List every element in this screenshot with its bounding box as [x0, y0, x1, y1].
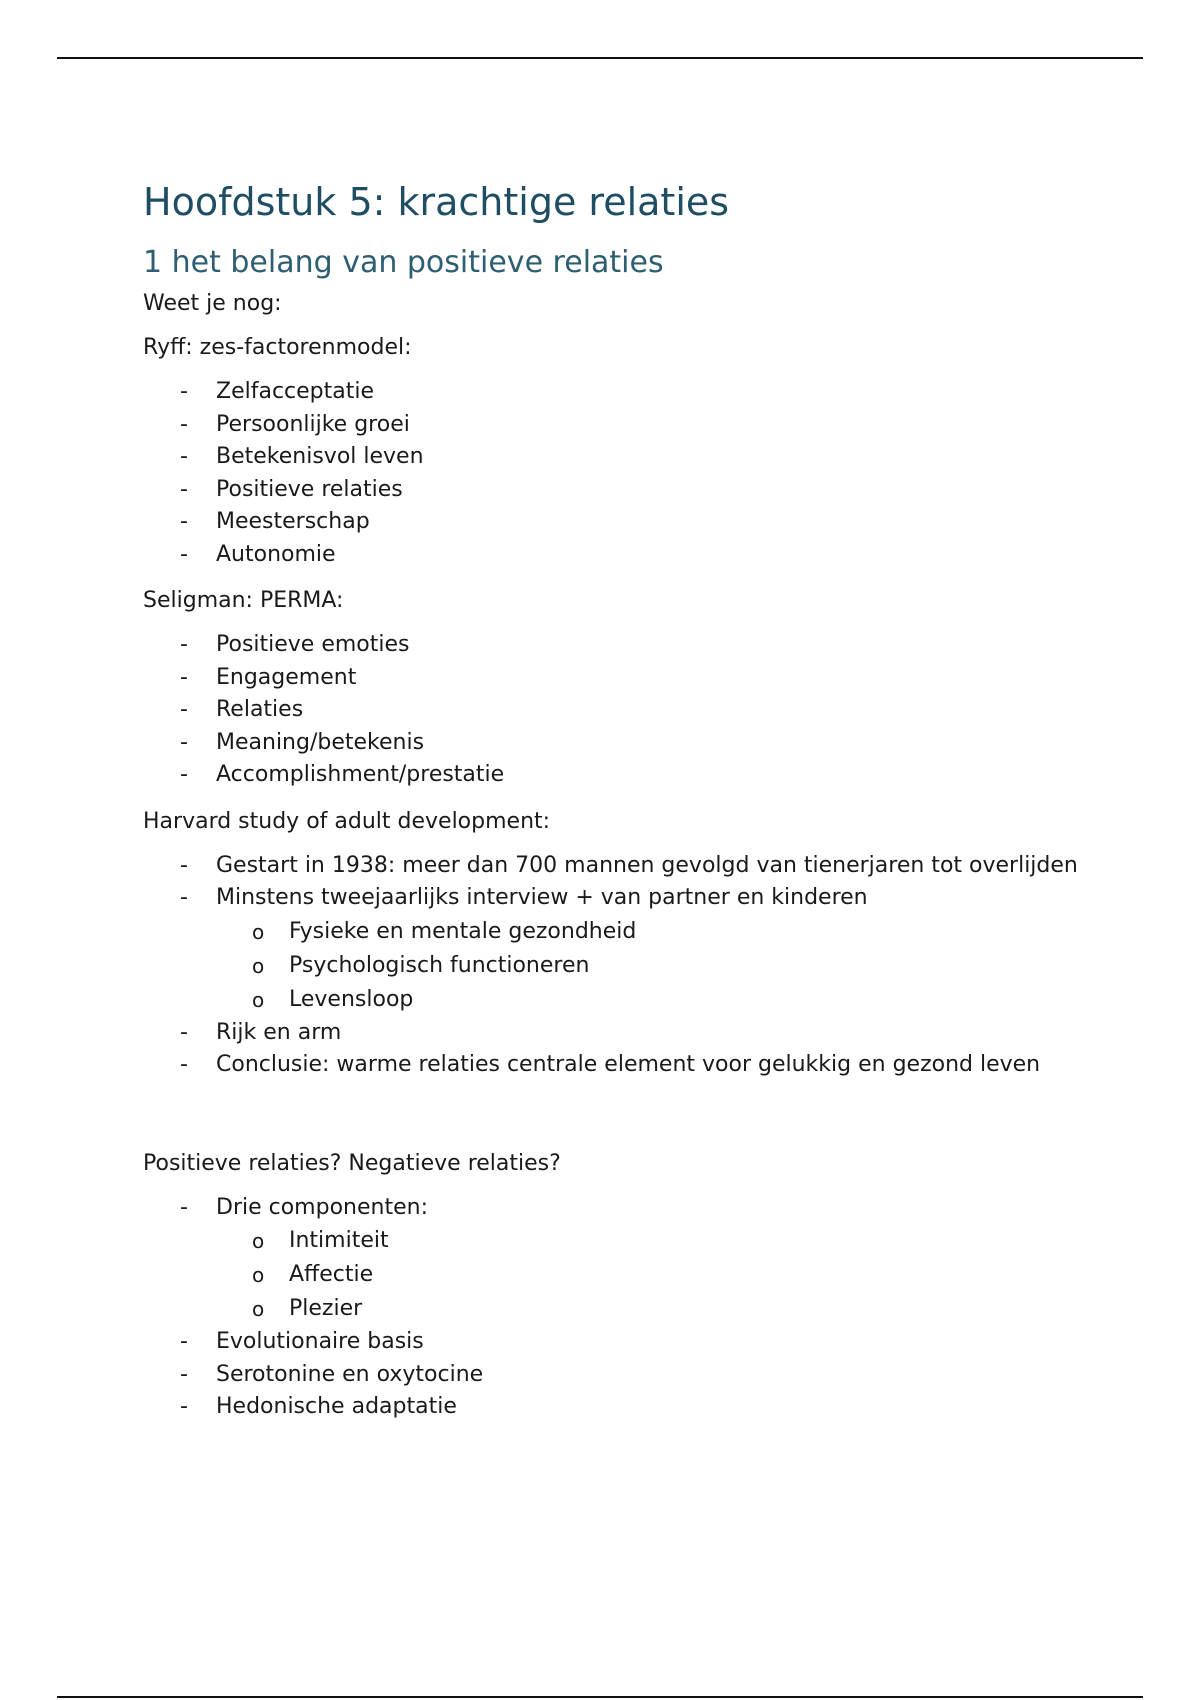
ryff-heading: Ryff: zes-factorenmodel:: [143, 335, 412, 360]
list-item-text: Hedonische adaptatie: [216, 1394, 457, 1419]
sublist-item-text: Plezier: [289, 1296, 363, 1321]
intro-text: Weet je nog:: [143, 291, 282, 316]
dash-bullet: -: [180, 1394, 188, 1419]
list-item: [143, 1391, 1083, 1424]
list-item: [143, 1359, 1083, 1392]
sublist-item: [143, 949, 1083, 983]
circle-bullet: o: [252, 987, 265, 1012]
sublist-item: [143, 1224, 1083, 1258]
list-item: [143, 882, 1083, 1017]
harvard-list: [143, 850, 1083, 1082]
seligman-heading: Seligman: PERMA:: [143, 588, 344, 613]
relaties-list: [143, 1192, 1083, 1424]
list-item-text: Betekenisvol leven: [216, 444, 424, 469]
dash-bullet: -: [180, 852, 188, 878]
sublist-item-text: Psychologisch functioneren: [289, 952, 590, 978]
list-item: [143, 409, 1083, 442]
sublist-item: [143, 983, 1083, 1017]
dash-bullet: -: [180, 885, 188, 910]
dash-bullet: -: [180, 379, 188, 404]
list-item: [143, 441, 1083, 474]
list-item: [143, 629, 1083, 662]
list-item-text: Minstens tweejaarlijks interview + van partner en kinderen: [216, 885, 868, 910]
dash-bullet: -: [180, 697, 188, 722]
spacer: [143, 1090, 1083, 1142]
list-item-text: Gestart in 1938: meer dan 700 mannen gevolgd van tienerjaren tot overlijden: [216, 852, 1078, 878]
list-item: [143, 1192, 1083, 1327]
list-item-text: Serotonine en oxytocine: [216, 1361, 484, 1387]
harvard-sublist: [216, 915, 1083, 1017]
circle-bullet: o: [252, 953, 265, 978]
circle-bullet: o: [252, 1297, 265, 1321]
dash-bullet: -: [180, 1019, 188, 1045]
footer-rule: [57, 1696, 1143, 1698]
dash-bullet: -: [180, 1052, 188, 1077]
sublist-item: [143, 915, 1083, 949]
dash-bullet: -: [180, 632, 188, 657]
list-item-text: Positieve relaties: [216, 476, 403, 502]
relaties-heading: Positieve relaties? Negatieve relaties?: [143, 1150, 561, 1176]
list-item-text: Positieve emoties: [216, 632, 410, 657]
dash-bullet: -: [180, 509, 188, 534]
list-item-text: Autonomie: [216, 541, 336, 567]
list-item-text: Drie componenten:: [216, 1194, 428, 1220]
sublist-item: [143, 1258, 1083, 1292]
list-item-text: Conclusie: warme relaties centrale element voor gelukkig en gezond leven: [216, 1052, 1041, 1077]
document-body: [143, 176, 1083, 1432]
dash-bullet: -: [180, 1361, 188, 1387]
list-item: [143, 1017, 1083, 1050]
list-item-text: Evolutionaire basis: [216, 1329, 424, 1354]
header-rule: [57, 57, 1143, 59]
dash-bullet: -: [180, 1329, 188, 1354]
list-item-text: Zelfacceptatie: [216, 379, 375, 404]
list-item-text: Meesterschap: [216, 509, 370, 534]
dash-bullet: -: [180, 762, 188, 787]
list-item: [143, 759, 1083, 792]
list-item-text: Relaties: [216, 697, 304, 722]
dash-bullet: -: [180, 1194, 188, 1220]
list-item: [143, 850, 1083, 883]
list-item: [143, 694, 1083, 727]
circle-bullet: o: [252, 1263, 265, 1287]
section-heading: 1 het belang van positieve relaties: [143, 245, 664, 280]
list-item-text: Meaning/betekenis: [216, 729, 425, 755]
relaties-sublist: [216, 1224, 1083, 1326]
list-item: [143, 1326, 1083, 1359]
dash-bullet: -: [180, 664, 188, 690]
dash-bullet: -: [180, 411, 188, 437]
ryff-list: [143, 376, 1083, 571]
dash-bullet: -: [180, 476, 188, 502]
list-item-text: Accomplishment/prestatie: [216, 762, 505, 787]
list-item: [143, 539, 1083, 572]
list-item: [143, 506, 1083, 539]
sublist-item-text: Affectie: [289, 1262, 374, 1287]
list-item: [143, 474, 1083, 507]
chapter-title: Hoofdstuk 5: krachtige relaties: [143, 180, 730, 224]
circle-bullet: o: [252, 919, 265, 944]
list-item-text: Persoonlijke groei: [216, 411, 410, 437]
list-item: [143, 727, 1083, 760]
list-item: [143, 1049, 1083, 1082]
dash-bullet: -: [180, 729, 188, 755]
circle-bullet: o: [252, 1229, 265, 1253]
sublist-item-text: Fysieke en mentale gezondheid: [289, 918, 637, 944]
sublist-item-text: Intimiteit: [289, 1228, 389, 1253]
harvard-heading: Harvard study of adult development:: [143, 808, 551, 834]
list-item: [143, 376, 1083, 409]
list-item-text: Rijk en arm: [216, 1019, 342, 1045]
seligman-list: [143, 629, 1083, 792]
dash-bullet: -: [180, 541, 188, 567]
sublist-item: [143, 1292, 1083, 1326]
list-item-text: Engagement: [216, 664, 357, 690]
list-item: [143, 662, 1083, 695]
dash-bullet: -: [180, 444, 188, 469]
sublist-item-text: Levensloop: [289, 986, 414, 1012]
